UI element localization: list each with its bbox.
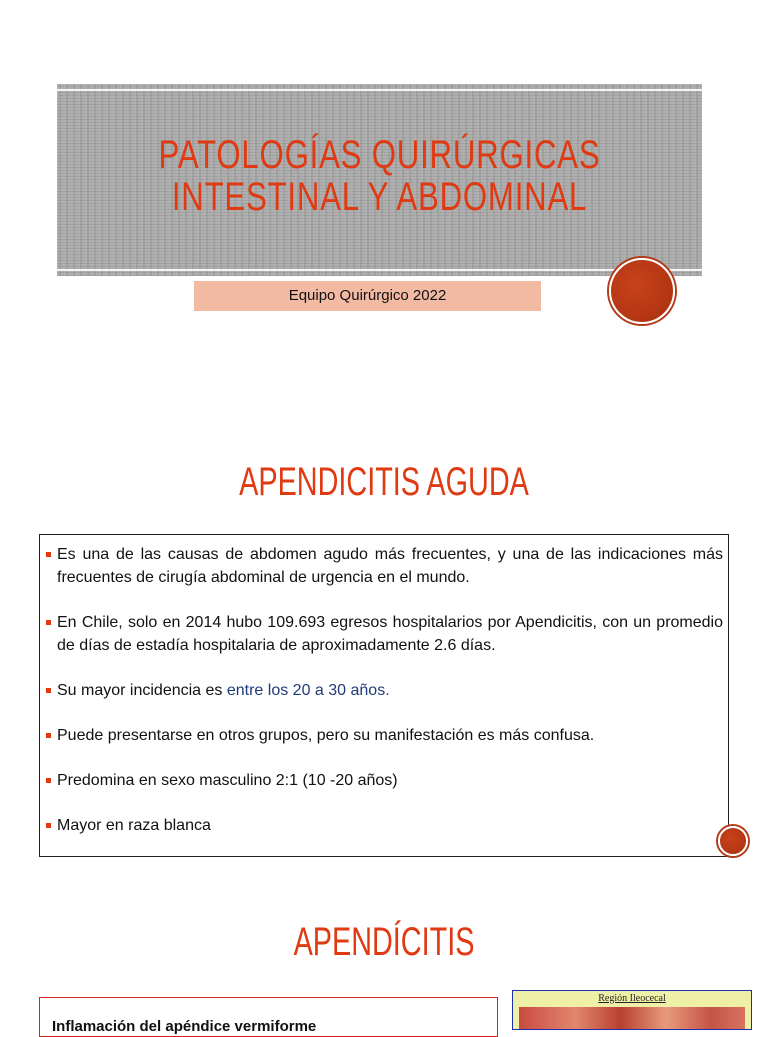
bullet-item: En Chile, solo en 2014 hubo 109.693 egresos hospitalarios por Apendicitis, con un promedio de días de estadía hospitalaria de aproximadamente 2.6 días.	[44, 611, 723, 657]
bullet-item: Puede presentarse en otros grupos, pero su manifestación es más confusa.	[44, 724, 723, 747]
decorative-circle-small-icon	[718, 826, 748, 856]
bullet-item	[44, 679, 723, 702]
content-box	[39, 534, 729, 857]
bullet-item: Predomina en sexo masculino 2:1 (10 -20 años)	[44, 769, 723, 792]
main-title-line-1: PATOLOGÍAS QUIRÚRGICAS	[158, 133, 601, 177]
bullet-item: Es una de las causas de abdomen agudo más frecuentes, y una de las indicaciones más frecuentes de cirugía abdominal de urgencia en el mundo.	[44, 543, 723, 589]
section-title-apendicitis-aguda: APENDICITIS AGUDA	[239, 460, 529, 504]
banner-top-line	[57, 89, 702, 91]
bullet-highlight: entre los 20 a 30 años.	[226, 682, 390, 699]
title-banner	[57, 84, 702, 276]
anatomy-illustration	[519, 1007, 745, 1029]
definition-box	[39, 997, 498, 1037]
subtitle-bar: Equipo Quirúrgico 2022	[194, 281, 541, 311]
main-title	[128, 134, 631, 218]
banner-bottom-line	[57, 269, 702, 271]
bullet-prefix: Su mayor incidencia es	[57, 682, 227, 699]
image-caption: Región Ileocecal	[598, 993, 666, 1004]
anatomy-image	[512, 990, 752, 1030]
main-title-line-2: INTESTINAL Y ABDOMINAL	[171, 175, 588, 219]
bullet-list	[44, 543, 723, 837]
bullet-item: Mayor en raza blanca	[44, 814, 723, 837]
decorative-circle-icon	[609, 258, 675, 324]
definition-text: Inflamación del apéndice vermiforme	[52, 1018, 317, 1035]
section-title-apendicitis: APENDÍCITIS	[293, 920, 475, 964]
